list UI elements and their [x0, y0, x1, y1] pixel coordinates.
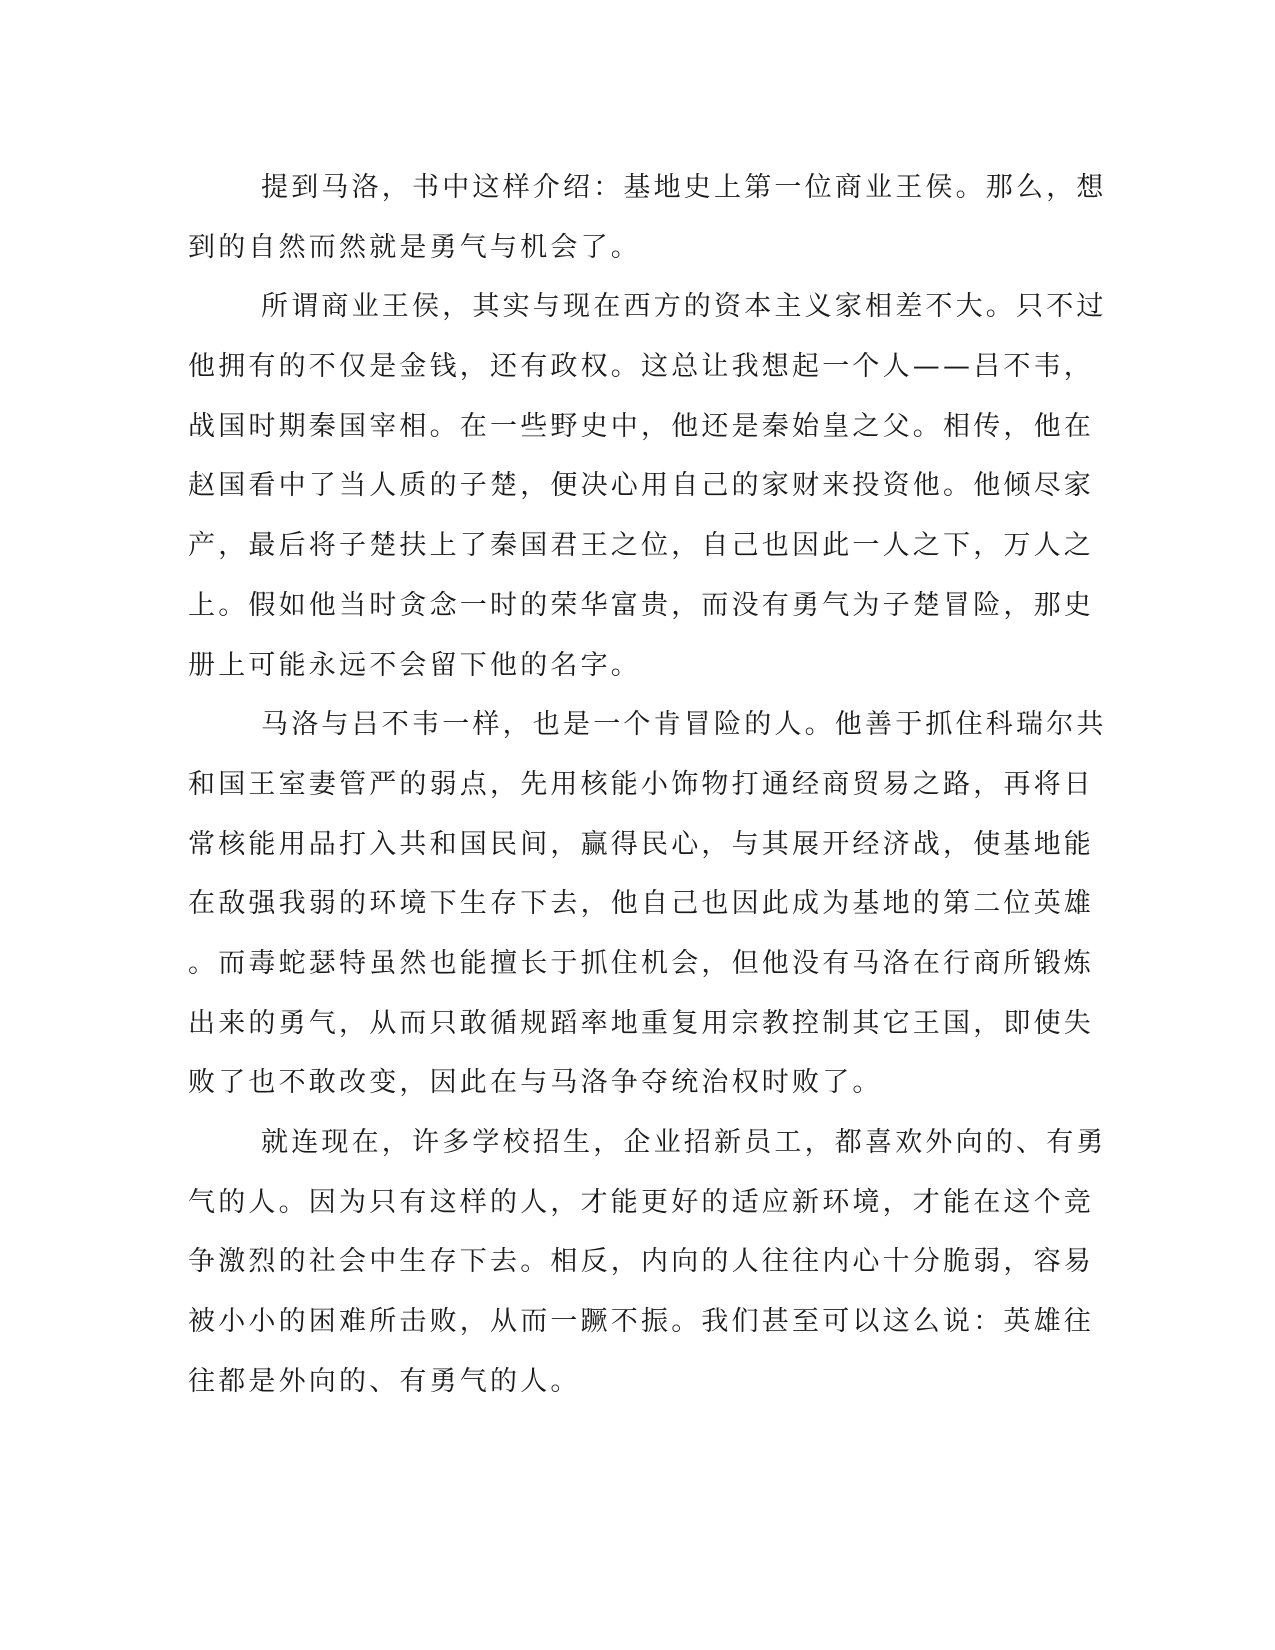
text-line: 气的人。因为只有这样的人，才能更好的适应新环境，才能在这个竞: [188, 1186, 1094, 1218]
text-line: 战国时期秦国宰相。在一些野史中，他还是秦始皇之父。相传，他在: [188, 410, 1094, 442]
text-line: 他拥有的不仅是金钱，还有政权。这总让我想起一个人——吕不韦，: [188, 351, 1094, 383]
text-line: 上。假如他当时贪念一时的荣华富贵，而没有勇气为子楚冒险，那史: [188, 589, 1094, 621]
paragraph-3: [188, 695, 1107, 1113]
text-line: 常核能用品打入共和国民间，赢得民心，与其展开经济战，使基地能: [188, 828, 1094, 860]
text-line: 败了也不敢改变，因此在与马洛争夺统治权时败了。: [188, 1067, 883, 1099]
text-line: 和国王室妻管严的弱点，先用核能小饰物打通经商贸易之路，再将日: [188, 768, 1094, 800]
text-line: 到的自然而然就是勇气与机会了。: [188, 231, 641, 263]
text-line: 被小小的困难所击败，从而一蹶不振。我们甚至可以这么说：英雄往: [188, 1306, 1094, 1338]
text-line: 赵国看中了当人质的子楚，便决心用自己的家财来投资他。他倾尽家: [188, 470, 1094, 502]
paragraph-2: [188, 277, 1107, 695]
text-line: 往都是外向的、有勇气的人。: [188, 1365, 581, 1397]
text-line: 在敌强我弱的环境下生存下去，他自己也因此成为基地的第二位英雄: [188, 888, 1094, 920]
text-line: 争激烈的社会中生存下去。相反，内向的人往往内心十分脆弱，容易: [188, 1246, 1094, 1278]
text-line: 出来的勇气，从而只敢循规蹈率地重复用宗教控制其它王国，即使失: [188, 1007, 1094, 1039]
paragraph-1: [188, 158, 1107, 277]
text-line: 产，最后将子楚扶上了秦国君王之位，自己也因此一人之下，万人之: [188, 530, 1094, 562]
paragraph-4: [188, 1113, 1107, 1411]
text-line: 。而毒蛇瑟特虽然也能擅长于抓住机会，但他没有马洛在行商所锻炼: [188, 947, 1094, 979]
text-line: 提到马洛，书中这样介绍：基地史上第一位商业王侯。那么，想: [261, 172, 1107, 203]
text-line: 所谓商业王侯，其实与现在西方的资本主义家相差不大。只不过: [261, 291, 1107, 323]
text-line: 就连现在，许多学校招生，企业招新员工，都喜欢外向的、有勇: [261, 1127, 1107, 1158]
body-text: [188, 158, 1107, 1411]
text-line: 册上可能永远不会留下他的名字。: [188, 649, 641, 681]
text-line: 马洛与吕不韦一样，也是一个肯冒险的人。他善于抓住科瑞尔共: [261, 709, 1107, 741]
